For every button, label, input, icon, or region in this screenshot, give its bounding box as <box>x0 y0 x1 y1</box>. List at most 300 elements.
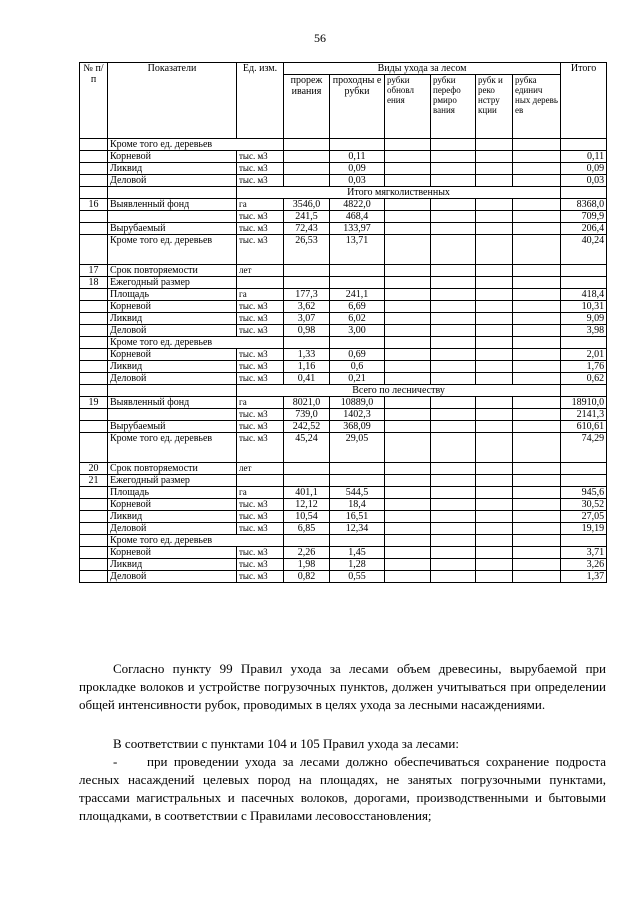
table-row <box>80 475 607 487</box>
cell-landscape <box>476 223 513 235</box>
cell-label: Ликвид <box>108 163 237 175</box>
cell-num <box>80 349 108 361</box>
cell-total: 3,71 <box>561 547 607 559</box>
cell-thinning <box>284 151 330 163</box>
cell-empty <box>431 535 476 547</box>
cell-unit: га <box>237 487 284 499</box>
cell-label: Ликвид <box>108 559 237 571</box>
section-title: Итого мягколиственных <box>237 187 561 199</box>
cell-renewal <box>385 199 431 211</box>
cell-label: Корневой <box>108 151 237 163</box>
cell-unit <box>237 277 284 289</box>
table-row <box>80 373 607 385</box>
cell-label: Вырубаемый <box>108 223 237 235</box>
cell-label-span: Кроме того ед. деревьев <box>108 535 284 547</box>
cell-num: 18 <box>80 277 108 289</box>
cell-passage: 16,51 <box>330 511 385 523</box>
cell-empty <box>513 139 561 151</box>
cell-single <box>513 325 561 337</box>
cell-label <box>108 385 237 397</box>
header-renewal: рубки обновл ения <box>385 75 431 139</box>
table-row <box>80 535 607 547</box>
table-row <box>80 211 607 223</box>
cell-empty <box>385 535 431 547</box>
cell-reform <box>431 289 476 301</box>
cell-thinning: 1,98 <box>284 559 330 571</box>
cell-single <box>513 433 561 463</box>
cell-thinning <box>284 265 330 277</box>
cell-num <box>80 385 108 397</box>
cell-empty <box>284 337 330 349</box>
cell-num <box>80 523 108 535</box>
cell-reform <box>431 211 476 223</box>
cell-reform <box>431 409 476 421</box>
table-row <box>80 433 607 463</box>
cell-renewal <box>385 547 431 559</box>
cell-passage: 0,03 <box>330 175 385 187</box>
cell-landscape <box>476 325 513 337</box>
cell-renewal <box>385 313 431 325</box>
cell-thinning: 8021,0 <box>284 397 330 409</box>
cell-landscape <box>476 487 513 499</box>
cell-renewal <box>385 265 431 277</box>
cell-empty <box>513 535 561 547</box>
table-row <box>80 559 607 571</box>
cell-passage: 12,34 <box>330 523 385 535</box>
cell-reform <box>431 373 476 385</box>
cell-single <box>513 349 561 361</box>
cell-passage: 0,11 <box>330 151 385 163</box>
header-group: Виды ухода за лесом <box>284 63 561 75</box>
cell-passage: 0,6 <box>330 361 385 373</box>
cell-unit: тыс. м3 <box>237 373 284 385</box>
cell-label-span: Кроме того ед. деревьев <box>108 139 284 151</box>
cell-passage: 6,02 <box>330 313 385 325</box>
table-row <box>80 301 607 313</box>
cell-single <box>513 199 561 211</box>
cell-total <box>561 385 607 397</box>
cell-unit: тыс. м3 <box>237 301 284 313</box>
cell-num: 19 <box>80 397 108 409</box>
cell-single <box>513 487 561 499</box>
table-row <box>80 361 607 373</box>
cell-num <box>80 559 108 571</box>
table-row <box>80 547 607 559</box>
cell-thinning: 26,53 <box>284 235 330 265</box>
cell-passage: 1,45 <box>330 547 385 559</box>
cell-num <box>80 571 108 583</box>
cell-passage: 544,5 <box>330 487 385 499</box>
cell-total: 9,09 <box>561 313 607 325</box>
cell-num <box>80 421 108 433</box>
cell-renewal <box>385 301 431 313</box>
cell-label: Площадь <box>108 289 237 301</box>
cell-landscape <box>476 433 513 463</box>
cell-label-span: Кроме того ед. деревьев <box>108 337 284 349</box>
cell-label: Ликвид <box>108 511 237 523</box>
cell-num <box>80 373 108 385</box>
cell-renewal <box>385 361 431 373</box>
cell-total: 27,05 <box>561 511 607 523</box>
cell-label: Корневой <box>108 349 237 361</box>
cell-reform <box>431 511 476 523</box>
cell-landscape <box>476 211 513 223</box>
cell-renewal <box>385 223 431 235</box>
cell-total: 3,26 <box>561 559 607 571</box>
table-row <box>80 523 607 535</box>
cell-total: 30,52 <box>561 499 607 511</box>
cell-landscape <box>476 301 513 313</box>
header-thinning: прореж ивания <box>284 75 330 139</box>
cell-empty <box>561 139 607 151</box>
cell-total: 19,19 <box>561 523 607 535</box>
table-row <box>80 349 607 361</box>
cell-total: 18910,0 <box>561 397 607 409</box>
cell-renewal <box>385 421 431 433</box>
cell-num <box>80 151 108 163</box>
cell-unit: тыс. м3 <box>237 175 284 187</box>
cell-unit: тыс. м3 <box>237 313 284 325</box>
cell-total: 945,6 <box>561 487 607 499</box>
table-row <box>80 163 607 175</box>
cell-reform <box>431 151 476 163</box>
cell-empty <box>385 337 431 349</box>
cell-total: 709,9 <box>561 211 607 223</box>
cell-label: Деловой <box>108 325 237 337</box>
cell-reform <box>431 265 476 277</box>
cell-single <box>513 523 561 535</box>
header-landscape: рубк и реко нстру кции <box>476 75 513 139</box>
cell-label: Площадь <box>108 487 237 499</box>
cell-label: Корневой <box>108 547 237 559</box>
cell-label <box>108 409 237 421</box>
section-title: Всего по лесничеству <box>237 385 561 397</box>
cell-num <box>80 187 108 199</box>
cell-empty <box>513 337 561 349</box>
cell-reform <box>431 397 476 409</box>
cell-unit: тыс. м3 <box>237 223 284 235</box>
cell-passage: 0,21 <box>330 373 385 385</box>
cell-empty <box>431 139 476 151</box>
cell-unit <box>237 475 284 487</box>
cell-passage: 4822,0 <box>330 199 385 211</box>
cell-single <box>513 499 561 511</box>
cell-single <box>513 421 561 433</box>
cell-num: 21 <box>80 475 108 487</box>
cell-landscape <box>476 313 513 325</box>
cell-label <box>108 187 237 199</box>
cell-landscape <box>476 151 513 163</box>
cell-label: Деловой <box>108 523 237 535</box>
cell-empty <box>476 535 513 547</box>
cell-thinning: 241,5 <box>284 211 330 223</box>
cell-empty <box>431 337 476 349</box>
header-num: № п/п <box>80 63 108 139</box>
cell-thinning: 401,1 <box>284 487 330 499</box>
cell-thinning: 12,12 <box>284 499 330 511</box>
cell-renewal <box>385 163 431 175</box>
cell-thinning <box>284 475 330 487</box>
cell-thinning <box>284 175 330 187</box>
table-row <box>80 313 607 325</box>
cell-thinning: 739,0 <box>284 409 330 421</box>
cell-empty <box>284 535 330 547</box>
cell-thinning: 242,52 <box>284 421 330 433</box>
header-reform: рубки перефо рмиро вания <box>431 75 476 139</box>
cell-unit: тыс. м3 <box>237 571 284 583</box>
paragraph-2: В соответствии с пунктами 104 и 105 Правил ухода за лесами: <box>113 736 459 751</box>
cell-num <box>80 163 108 175</box>
cell-landscape <box>476 199 513 211</box>
cell-empty <box>561 337 607 349</box>
cell-reform <box>431 175 476 187</box>
cell-label: Срок повторяемости <box>108 463 237 475</box>
cell-num <box>80 211 108 223</box>
cell-unit: тыс. м3 <box>237 433 284 463</box>
cell-thinning <box>284 463 330 475</box>
table-row <box>80 511 607 523</box>
cell-landscape <box>476 475 513 487</box>
cell-label: Срок повторяемости <box>108 265 237 277</box>
cell-total <box>561 277 607 289</box>
table-row <box>80 199 607 211</box>
cell-renewal <box>385 373 431 385</box>
table-row <box>80 385 607 397</box>
cell-renewal <box>385 499 431 511</box>
cell-thinning: 10,54 <box>284 511 330 523</box>
cell-landscape <box>476 175 513 187</box>
cell-passage <box>330 277 385 289</box>
cell-single <box>513 211 561 223</box>
cell-total: 1,37 <box>561 571 607 583</box>
cell-num <box>80 313 108 325</box>
cell-num <box>80 361 108 373</box>
paragraph-3 <box>79 753 606 825</box>
cell-empty <box>561 535 607 547</box>
paragraph-3-dash: - <box>113 754 118 769</box>
cell-thinning: 2,26 <box>284 547 330 559</box>
cell-reform <box>431 277 476 289</box>
cell-total <box>561 265 607 277</box>
cell-num: 16 <box>80 199 108 211</box>
cell-num <box>80 223 108 235</box>
cell-landscape <box>476 559 513 571</box>
cell-passage: 3,00 <box>330 325 385 337</box>
cell-thinning: 3,62 <box>284 301 330 313</box>
cell-passage: 368,09 <box>330 421 385 433</box>
header-total: Итого <box>561 63 607 139</box>
cell-single <box>513 361 561 373</box>
cell-landscape <box>476 421 513 433</box>
cell-reform <box>431 547 476 559</box>
cell-empty <box>476 337 513 349</box>
cell-total: 1,76 <box>561 361 607 373</box>
cell-empty <box>476 139 513 151</box>
cell-unit: тыс. м3 <box>237 361 284 373</box>
cell-total: 10,31 <box>561 301 607 313</box>
cell-reform <box>431 499 476 511</box>
cell-total: 0,62 <box>561 373 607 385</box>
cell-thinning: 3546,0 <box>284 199 330 211</box>
cell-unit: тыс. м3 <box>237 559 284 571</box>
cell-num <box>80 301 108 313</box>
cell-single <box>513 313 561 325</box>
cell-label: Ликвид <box>108 313 237 325</box>
table-row <box>80 223 607 235</box>
cell-landscape <box>476 277 513 289</box>
paragraph-1: Согласно пункту 99 Правил ухода за лесами объем древесины, вырубаемой при прокладке волоков и устройстве погрузочных пунктов, должен учитываться при определении общей интенсивности рубок, проводимых в целях ухода за лесными насаждениями. <box>79 661 606 712</box>
cell-reform <box>431 349 476 361</box>
cell-unit: тыс. м3 <box>237 325 284 337</box>
cell-num <box>80 433 108 463</box>
cell-single <box>513 463 561 475</box>
cell-label: Кроме того ед. деревьев <box>108 433 237 463</box>
cell-thinning <box>284 163 330 175</box>
cell-single <box>513 511 561 523</box>
cell-num: 17 <box>80 265 108 277</box>
cell-passage: 1,28 <box>330 559 385 571</box>
cell-label: Выявленный фонд <box>108 397 237 409</box>
cell-num <box>80 409 108 421</box>
cell-num <box>80 337 108 349</box>
cell-passage: 241,1 <box>330 289 385 301</box>
table-row <box>80 187 607 199</box>
cell-renewal <box>385 235 431 265</box>
cell-label: Вырубаемый <box>108 421 237 433</box>
cell-thinning: 0,82 <box>284 571 330 583</box>
forest-care-table <box>79 62 607 583</box>
cell-landscape <box>476 499 513 511</box>
cell-reform <box>431 361 476 373</box>
table-row <box>80 139 607 151</box>
cell-reform <box>431 199 476 211</box>
cell-total: 206,4 <box>561 223 607 235</box>
cell-empty <box>330 337 385 349</box>
table-row <box>80 277 607 289</box>
cell-single <box>513 571 561 583</box>
cell-unit: тыс. м3 <box>237 547 284 559</box>
cell-unit: лет <box>237 265 284 277</box>
cell-label: Ежегодный размер <box>108 277 237 289</box>
cell-passage <box>330 463 385 475</box>
cell-label: Деловой <box>108 175 237 187</box>
cell-reform <box>431 433 476 463</box>
cell-thinning: 6,85 <box>284 523 330 535</box>
cell-passage: 0,55 <box>330 571 385 583</box>
cell-landscape <box>476 511 513 523</box>
cell-reform <box>431 475 476 487</box>
cell-reform <box>431 223 476 235</box>
cell-num <box>80 235 108 265</box>
cell-thinning: 45,24 <box>284 433 330 463</box>
cell-total: 0,09 <box>561 163 607 175</box>
cell-reform <box>431 523 476 535</box>
cell-unit: тыс. м3 <box>237 499 284 511</box>
cell-unit: тыс. м3 <box>237 409 284 421</box>
cell-thinning: 72,43 <box>284 223 330 235</box>
cell-single <box>513 409 561 421</box>
cell-num <box>80 139 108 151</box>
cell-single <box>513 397 561 409</box>
cell-passage: 468,4 <box>330 211 385 223</box>
cell-single <box>513 289 561 301</box>
cell-passage: 133,97 <box>330 223 385 235</box>
cell-unit: тыс. м3 <box>237 511 284 523</box>
cell-landscape <box>476 523 513 535</box>
cell-single <box>513 301 561 313</box>
cell-reform <box>431 313 476 325</box>
cell-renewal <box>385 277 431 289</box>
cell-single <box>513 475 561 487</box>
cell-renewal <box>385 523 431 535</box>
cell-unit: га <box>237 199 284 211</box>
cell-unit: тыс. м3 <box>237 151 284 163</box>
table-row <box>80 499 607 511</box>
cell-unit: га <box>237 397 284 409</box>
cell-label: Корневой <box>108 499 237 511</box>
cell-total: 418,4 <box>561 289 607 301</box>
cell-passage: 10889,0 <box>330 397 385 409</box>
cell-total: 40,24 <box>561 235 607 265</box>
cell-renewal <box>385 487 431 499</box>
cell-reform <box>431 559 476 571</box>
cell-total: 2141,3 <box>561 409 607 421</box>
cell-reform <box>431 163 476 175</box>
cell-passage <box>330 475 385 487</box>
cell-passage: 0,09 <box>330 163 385 175</box>
cell-renewal <box>385 289 431 301</box>
page-number: 56 <box>314 31 326 45</box>
cell-passage: 1402,3 <box>330 409 385 421</box>
table-row <box>80 325 607 337</box>
cell-thinning: 0,98 <box>284 325 330 337</box>
cell-landscape <box>476 361 513 373</box>
cell-passage: 6,69 <box>330 301 385 313</box>
cell-landscape <box>476 547 513 559</box>
cell-thinning: 1,33 <box>284 349 330 361</box>
cell-label: Корневой <box>108 301 237 313</box>
cell-thinning <box>284 277 330 289</box>
cell-total: 610,61 <box>561 421 607 433</box>
cell-unit: тыс. м3 <box>237 163 284 175</box>
cell-single <box>513 547 561 559</box>
cell-renewal <box>385 571 431 583</box>
cell-label <box>108 211 237 223</box>
cell-landscape <box>476 373 513 385</box>
table-row <box>80 337 607 349</box>
cell-unit: тыс. м3 <box>237 421 284 433</box>
cell-passage: 18,4 <box>330 499 385 511</box>
cell-thinning: 177,3 <box>284 289 330 301</box>
cell-unit: тыс. м3 <box>237 211 284 223</box>
header-indicator: Показатели <box>108 63 237 139</box>
cell-total: 0,11 <box>561 151 607 163</box>
cell-total <box>561 463 607 475</box>
cell-landscape <box>476 265 513 277</box>
cell-landscape <box>476 571 513 583</box>
cell-label: Деловой <box>108 571 237 583</box>
cell-landscape <box>476 349 513 361</box>
cell-landscape <box>476 163 513 175</box>
cell-single <box>513 559 561 571</box>
cell-empty <box>330 535 385 547</box>
cell-renewal <box>385 433 431 463</box>
cell-total: 2,01 <box>561 349 607 361</box>
cell-reform <box>431 301 476 313</box>
table-row <box>80 409 607 421</box>
paragraph-3-text: при проведении ухода за лесами должно обеспечиваться сохранение подроста лесных насаждений целевых пород на площадях, не занятых погрузочными пунктами, трассами магистральных и пасечных волоков, дорогами, производственными и бытовыми площадками, в соответствии с Правилами лесовосстановления; <box>79 754 606 823</box>
cell-total <box>561 475 607 487</box>
